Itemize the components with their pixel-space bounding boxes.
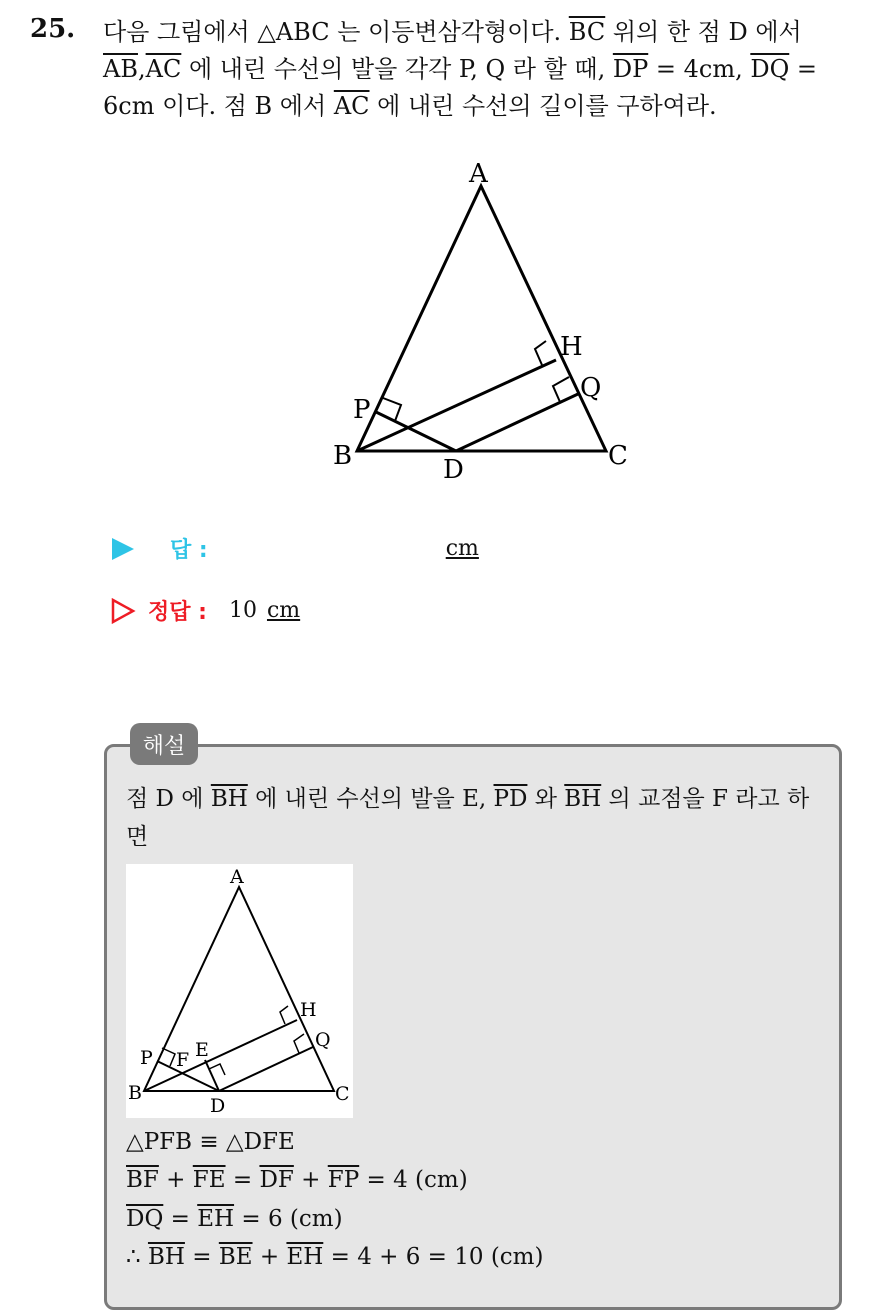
correct-answer-unit: cm [266, 598, 301, 623]
right-angle-h [535, 341, 546, 365]
label-c: C [608, 441, 628, 471]
label-q: Q [580, 373, 602, 403]
label-b: B [333, 441, 353, 471]
label-c-2: C [335, 1083, 350, 1105]
solution-line-3: $\overline{DQ} = \overline{EH} = 6$ (cm) [126, 1206, 343, 1232]
label-h: H [560, 332, 583, 362]
label-q-2: Q [315, 1029, 331, 1051]
segment-bh [357, 360, 556, 451]
question-text: 다음 그림에서 △ABC 는 이등변삼각형이다. $\overline{BC}$ 위의 한 점 D 에서 $\overline{AB},\overline{AC}$ 에 내린 수선의 발을 각각 P, Q 라 할 때, $\overline{DP} = 4cm$, $\overline{DQ} = 6cm$ 이다. 점 B 에서 $\overline{AC}$ 에 내린 수선의 길이를 구하여라. [103, 18, 817, 120]
outline-arrow-icon [110, 598, 136, 624]
label-d-2: D [210, 1095, 226, 1117]
label-b-2: B [128, 1082, 142, 1104]
solution-intro: 점 D 에 $\overline{BH}$ 에 내린 수선의 발을 E, $\overline{PD}$ 와 $\overline{BH}$ 의 교점을 F 라고 하면 [126, 786, 810, 850]
answer-row [110, 533, 479, 564]
label-h-2: H [300, 999, 317, 1021]
correct-answer-label: 정답 : [148, 600, 207, 625]
label-f-2: F [176, 1049, 190, 1071]
label-a: A [469, 159, 488, 189]
solution-figure [126, 864, 353, 1118]
label-p: P [353, 395, 371, 425]
segment-dq [456, 394, 578, 451]
solution-line-2: $\overline{BF} + \overline{FE} = \overline{DF} + \overline{FP} = 4$ (cm) [126, 1167, 468, 1193]
solution-line-1: △PFB ≡ △DFE [126, 1129, 295, 1155]
correct-answer-row [110, 595, 300, 626]
solution-line-4: ∴ $\overline{BH} = \overline{BE} + \overline{EH} = 4 + 6 = 10$ (cm) [126, 1244, 544, 1270]
label-p-2: P [140, 1047, 153, 1069]
triangle-figure [320, 150, 640, 490]
play-arrow-icon [110, 537, 136, 561]
label-e-2: E [195, 1039, 209, 1061]
answer-label: 답 : [170, 538, 208, 563]
question-number: 25. [30, 14, 76, 44]
solution-tag: 해설 [130, 723, 198, 765]
correct-answer-value: 10 [228, 598, 257, 623]
segment-dp [376, 412, 456, 451]
label-a-2: A [230, 866, 244, 888]
label-d: D [443, 455, 464, 485]
answer-unit: cm [445, 536, 479, 561]
triangle-abc [357, 186, 606, 451]
